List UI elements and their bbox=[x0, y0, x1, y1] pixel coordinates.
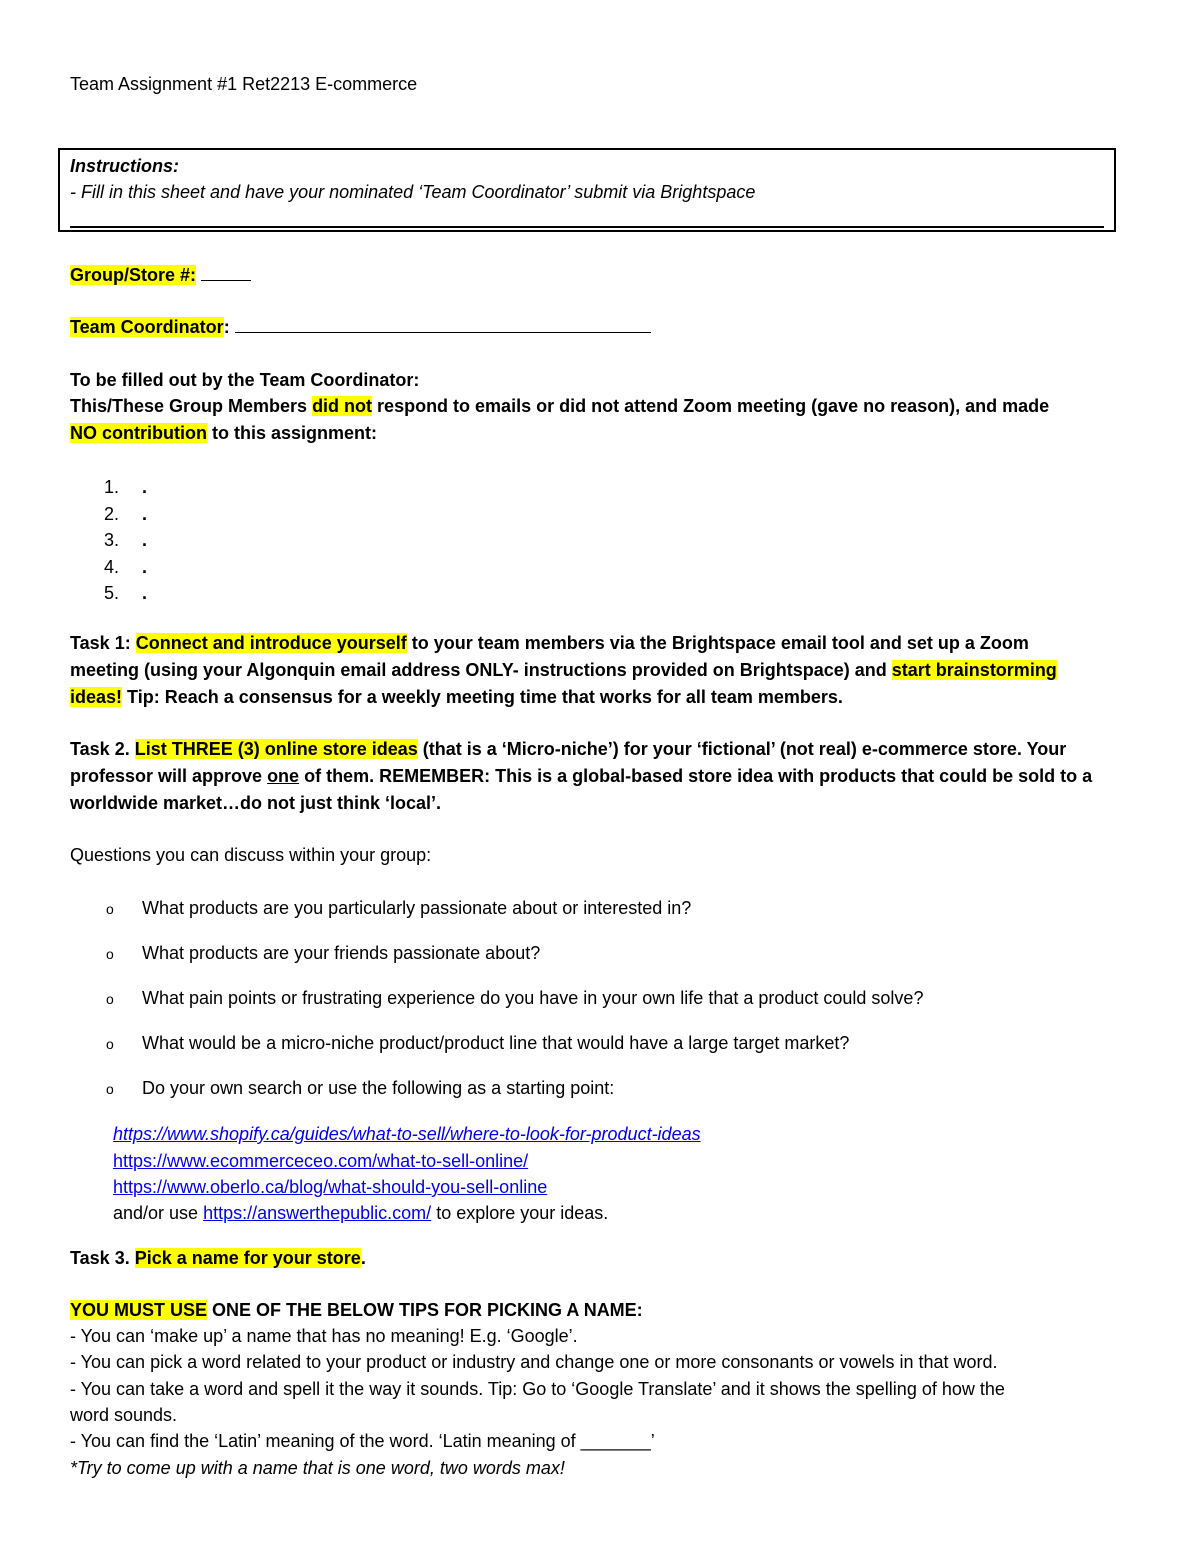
list-item[interactable]: 1. . bbox=[104, 477, 148, 497]
team-coordinator-blank[interactable] bbox=[235, 316, 651, 333]
list-item[interactable]: 2. . bbox=[104, 504, 148, 524]
tip-1: - You can ‘make up’ a name that has no meaning! E.g. ‘Google’. bbox=[70, 1326, 578, 1346]
document-title: Team Assignment #1 Ret2213 E-commerce bbox=[70, 74, 418, 94]
group-store-label: Group/Store #: bbox=[70, 265, 197, 285]
questions-intro: Questions you can discuss within your group: bbox=[70, 845, 432, 865]
list-item: o What pain points or frustrating experience do you have in your own life that a product could solve? bbox=[106, 988, 924, 1008]
list-item: o Do your own search or use the following as a starting point: bbox=[106, 1078, 615, 1098]
instructions-text: - Fill in this sheet and have your nominated ‘Team Coordinator’ submit via Brightspace bbox=[70, 182, 756, 202]
team-coordinator-label: Team Coordinator bbox=[70, 317, 224, 337]
bullet: o bbox=[106, 1036, 114, 1052]
answerthepublic-link[interactable]: https://answerthepublic.com/ bbox=[203, 1203, 432, 1223]
list-item[interactable]: 4. . bbox=[104, 557, 148, 577]
tip-3-continued: word sounds. bbox=[70, 1405, 178, 1425]
name-note: *Try to come up with a name that is one word, two words max! bbox=[70, 1458, 565, 1478]
instructions-divider bbox=[70, 226, 1104, 228]
task2-line-1: Task 2. List THREE (3) online store ideas (that is a ‘Micro-niche’) for your ‘fictional’ (not real) e-commerce store. Your bbox=[70, 739, 1067, 759]
bullet: o bbox=[106, 901, 114, 917]
team-coordinator-field[interactable]: Team Coordinator: bbox=[70, 315, 651, 339]
tip-4: - You can find the ‘Latin’ meaning of the word. ‘Latin meaning of _______’ bbox=[70, 1431, 655, 1451]
coordinator-line-2: NO contribution to this assignment: bbox=[70, 423, 377, 443]
list-item[interactable]: 5. . bbox=[104, 583, 148, 603]
list-item: o What products are you particularly passionate about or interested in? bbox=[106, 898, 692, 918]
task1-line-2: meeting (using your Algonquin email address ONLY- instructions provided on Brightspace) and start brainstorming bbox=[70, 660, 1057, 680]
task1-line-1: Task 1: Connect and introduce yourself to your team members via the Brightspace email tool and set up a Zoom bbox=[70, 633, 1029, 653]
bullet: o bbox=[106, 946, 114, 962]
answerthepublic-line: and/or use https://answerthepublic.com/ to explore your ideas. bbox=[113, 1203, 609, 1223]
instructions-label: Instructions: bbox=[70, 156, 180, 176]
bullet: o bbox=[106, 991, 114, 1007]
task2-line-2: professor will approve one of them. REMEMBER: This is a global-based store idea with products that could be sold to a bbox=[70, 766, 1093, 786]
tip-2: - You can pick a word related to your product or industry and change one or more consonants or vowels in that word. bbox=[70, 1352, 998, 1372]
bullet: o bbox=[106, 1081, 114, 1097]
coordinator-line-1: This/These Group Members did not respond to emails or did not attend Zoom meeting (gave no reason), and made bbox=[70, 396, 1050, 416]
list-item[interactable]: 3. . bbox=[104, 530, 148, 550]
tips-heading: YOU MUST USE ONE OF THE BELOW TIPS FOR PICKING A NAME: bbox=[70, 1300, 643, 1320]
coordinator-heading: To be filled out by the Team Coordinator: bbox=[70, 370, 420, 390]
task3-line: Task 3. Pick a name for your store. bbox=[70, 1248, 366, 1268]
task2-line-3: worldwide market…do not just think ‘local’. bbox=[70, 793, 442, 813]
list-item: o What would be a micro-niche product/product line that would have a large target market? bbox=[106, 1033, 850, 1053]
tip-3: - You can take a word and spell it the way it sounds. Tip: Go to ‘Google Translate’ and it shows the spelling of how the bbox=[70, 1379, 1005, 1399]
group-store-blank[interactable] bbox=[201, 264, 251, 281]
oberlo-link[interactable]: https://www.oberlo.ca/blog/what-should-you-sell-online bbox=[113, 1177, 548, 1197]
list-item: o What products are your friends passionate about? bbox=[106, 943, 541, 963]
group-store-field[interactable] bbox=[70, 263, 251, 287]
task1-line-3: ideas! Tip: Reach a consensus for a weekly meeting time that works for all team members. bbox=[70, 687, 843, 707]
instructions-box bbox=[58, 148, 1116, 232]
ecommerceceo-link[interactable]: https://www.ecommerceceo.com/what-to-sell-online/ bbox=[113, 1151, 529, 1171]
shopify-link[interactable]: https://www.shopify.ca/guides/what-to-sell/where-to-look-for-product-ideas bbox=[113, 1124, 701, 1144]
